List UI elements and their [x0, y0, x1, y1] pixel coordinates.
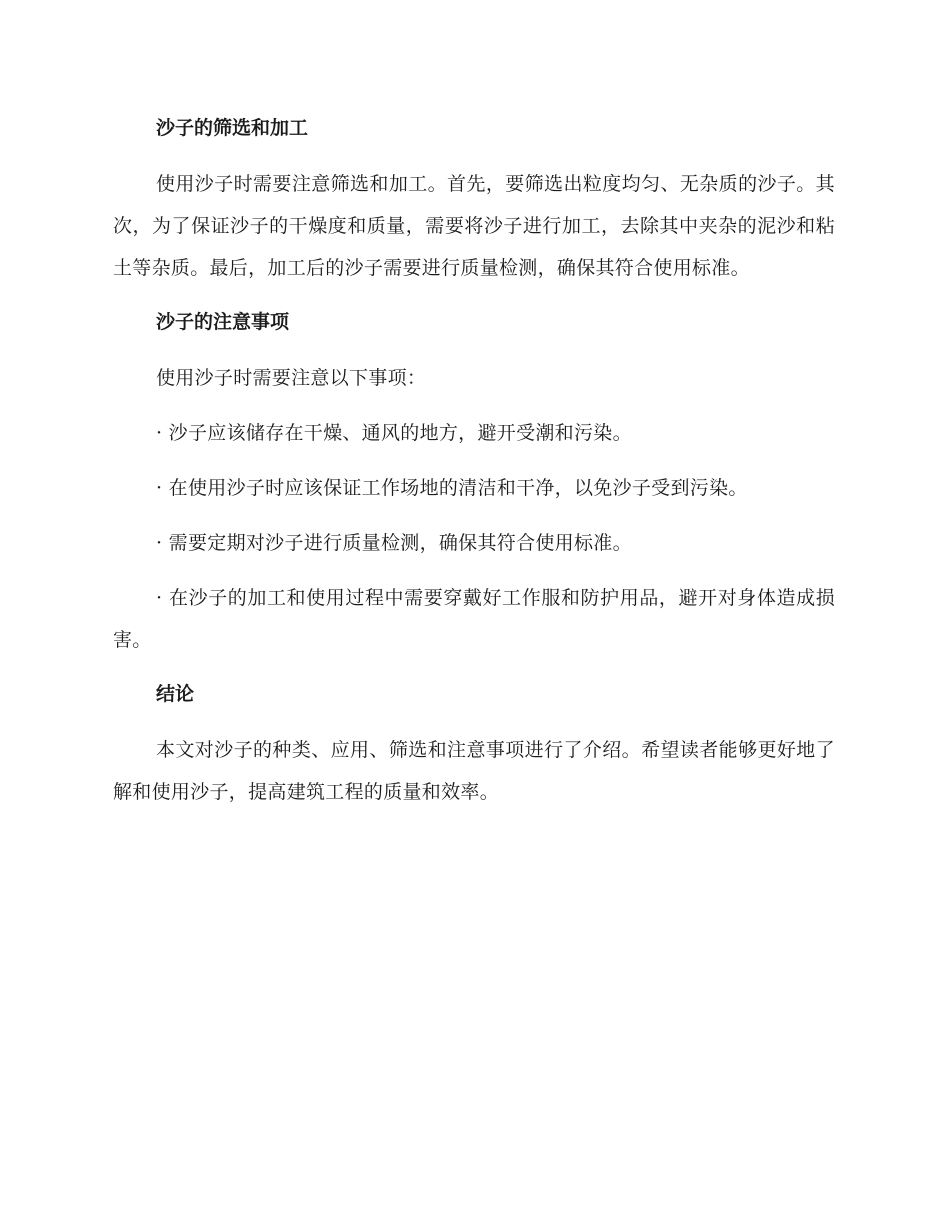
paragraph: 使用沙子时需要注意筛选和加工。首先，要筛选出粒度均匀、无杂质的沙子。其次，为了保证沙子的干燥度和质量，需要将沙子进行加工，去除其中夹杂的泥沙和粘土等杂质。最后，加工后的沙子需要进行质量检测，确保其符合使用标准。: [113, 173, 835, 279]
section-conclusion: [113, 674, 835, 813]
section-heading: 沙子的筛选和加工: [156, 117, 309, 139]
paragraph: 使用沙子时需要注意以下事项：: [156, 367, 427, 389]
list-item: · 在使用沙子时应该保证工作场地的清洁和干净，以免沙子受到污染。: [156, 477, 748, 499]
list-item: · 沙子应该储存在干燥、通风的地方，避开受潮和污染。: [156, 422, 632, 444]
paragraph: 本文对沙子的种类、应用、筛选和注意事项进行了介绍。希望读者能够更好地了解和使用沙子，提高建筑工程的质量和效率。: [113, 739, 835, 803]
section-precautions: [113, 302, 835, 661]
list-item: · 在沙子的加工和使用过程中需要穿戴好工作服和防护用品，避开对身体造成损害。: [113, 587, 835, 651]
section-screening-processing: [113, 108, 835, 289]
section-heading: 沙子的注意事项: [156, 311, 290, 333]
list-item: · 需要定期对沙子进行质量检测，确保其符合使用标准。: [156, 532, 632, 554]
section-heading: 结论: [156, 683, 195, 705]
document-page: [113, 108, 835, 826]
